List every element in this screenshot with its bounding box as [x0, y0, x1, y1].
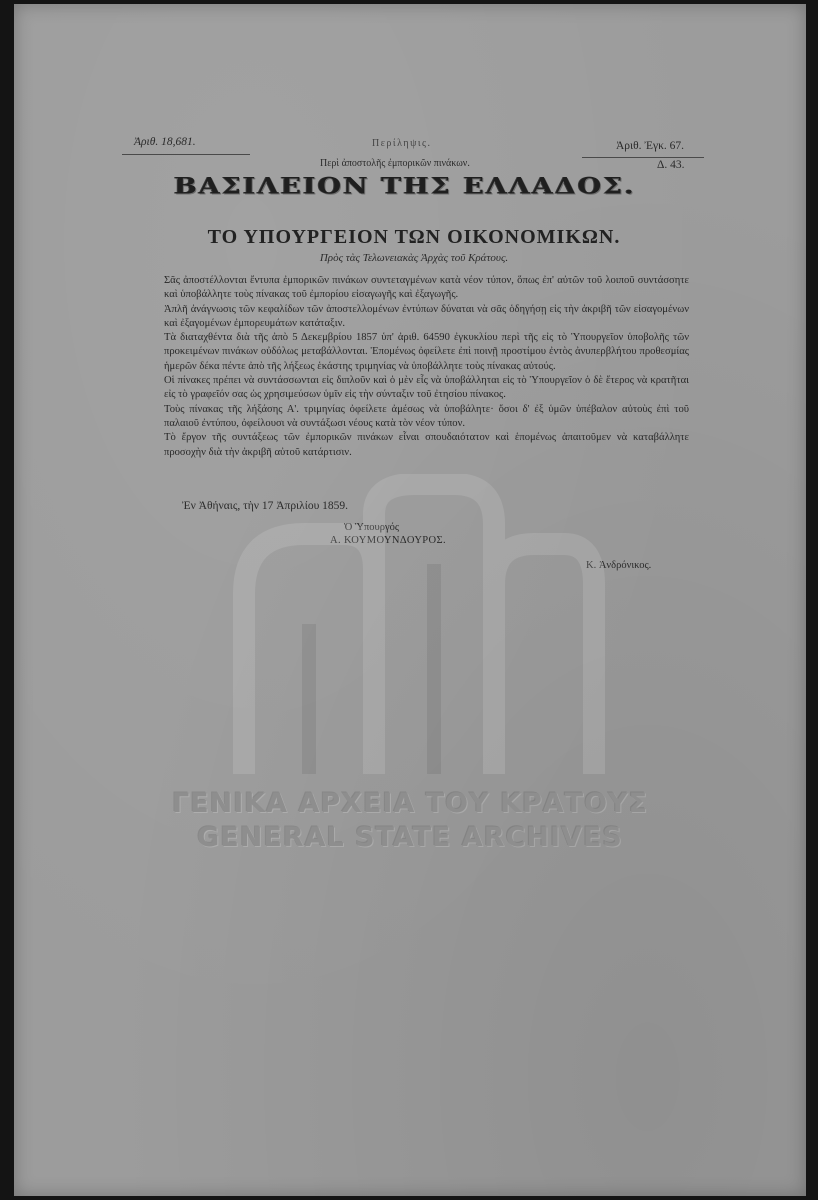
body-paragraph-4: Οἱ πίνακες πρέπει νὰ συντάσσωνται εἰς διπλοῦν καὶ ὁ μὲν εἷς νὰ ὑποβάλληται εἰς τὸ Ὑπουργεῖον ὁ δὲ ἕτερος νὰ κρατῆται εἰς τὸ γραφεῖόν σας ὡς χρησιμεύσων ὑμῖν εἰς τὴν σύνταξιν τοῦ ἐτησίου πίνακος. [164, 375, 689, 401]
body-paragraph-6: Τὸ ἔργον τῆς συντάξεως τῶν ἐμπορικῶν πινάκων εἶναι σπουδαιότατον καὶ ἑπομένως ἀπαιτοῦμεν νὰ καταβάλλητε προσοχὴν διὰ τὴν ἀκριβῆ αὐτοῦ κατάρτισιν. [164, 432, 689, 458]
minister-name: Α. ΚΟΥΜΟΥΝΔΟΥΡΟΣ. [330, 535, 447, 546]
addressee-line: Πρὸς τὰς Τελωνειακὰς Ἀρχὰς τοῦ Κράτους. [319, 252, 509, 264]
header-rule-right [582, 157, 704, 158]
minister-title: Ὁ Ὑπουργός [344, 522, 399, 533]
circular-number-right: Ἀριθ. Ἐγκ. 67. [616, 140, 685, 152]
body-paragraph-5: Τοὺς πίνακας τῆς λήξάσης Α'. τριμηνίας ὀφείλετε ἀμέσως νὰ ὑποβάλητε· ὅσοι δ' ἐξ ὑμῶν ὑπέβαλον αὐτοὺς ἐπὶ τοῦ παλαιοῦ ἐντύπου, ὀφείλουσι νὰ συντάξωσι νέους κατὰ τὸν νέον τύπον. [164, 403, 689, 429]
subject-line: Περὶ ἀποστολῆς ἐμπορικῶν πινάκων. [320, 158, 470, 169]
place-and-date: Ἐν Ἀθήναις, τὴν 17 Ἀπριλίου 1859. [182, 500, 349, 512]
watermark-english: GENERAL STATE ARCHIVES [197, 822, 623, 853]
body-paragraph-3: Τὰ διαταχθέντα διὰ τῆς ἀπὸ 5 Δεκεμβρίου 1857 ὑπ' ἀριθ. 64590 ἐγκυκλίου περὶ τῆς εἰς τὸ Ὑπουργεῖον ὑποβολῆς τῶν προκειμένων πινάκων οὐδόλως μεταβάλλονται. Ἑπομένως ὀφείλετε ἐπὶ ποινῇ προστίμου ἐντὸς ἀνυπερβλήτου προθεσμίας ἡμερῶν δέκα πέντε ἀπὸ τῆς λήξεως ἑκάστης τριμηνίας νὰ ὑποβάλλητε τοὺς πίνακας αὐτούς. [164, 332, 689, 372]
ministry-heading: ΤΟ ΥΠΟΥΡΓΕΙΟΝ ΤΩΝ ΟΙΚΟΝΟΜΙΚΩΝ. [207, 226, 621, 248]
body-paragraph-2: Ἁπλῆ ἀνάγνωσις τῶν κεφαλίδων τῶν ἀποστελλομένων ἐντύπων δύναται νὰ σᾶς ὁδηγήσῃ εἰς τὴν ἀκριβῆ τῶν εἰσαγομένων καὶ ἐξαγομένων ἐμπορευμάτων κατάταξιν. [164, 303, 689, 329]
countersignature: Κ. Ἀνδρόνικος. [586, 560, 652, 571]
archive-watermark-emblem [224, 474, 614, 774]
letter-body [164, 274, 689, 460]
header-rule-left [122, 154, 250, 155]
reference-number-left: Ἀριθ. 18,681. [134, 136, 196, 148]
summary-label: Περίληψις. [372, 138, 432, 149]
body-paragraph-1: Σᾶς ἀποστέλλονται ἔντυπα ἐμπορικῶν πινάκων συντεταγμένων κατὰ νέον τύπον, ὅπως ἐπ' αὐτῶν τοῦ λοιποῦ συντάσσητε καὶ ὑποβάλλητε τοὺς πίνακας τοῦ ἐμπορίου εἰσαγωγῆς καὶ ἐξαγωγῆς. [164, 275, 689, 301]
watermark-greek: ΓΕΝΙΚΑ ΑΡΧΕΙΑ ΤΟΥ ΚΡΑΤΟΥΣ [171, 788, 649, 819]
kingdom-heading: ΒΑΣΙΛΕΙΟΝ ΤΗΣ ΕΛΛΑΔΟΣ. [174, 174, 636, 200]
department-code: Δ. 43. [657, 159, 685, 171]
document-page [14, 4, 806, 1196]
